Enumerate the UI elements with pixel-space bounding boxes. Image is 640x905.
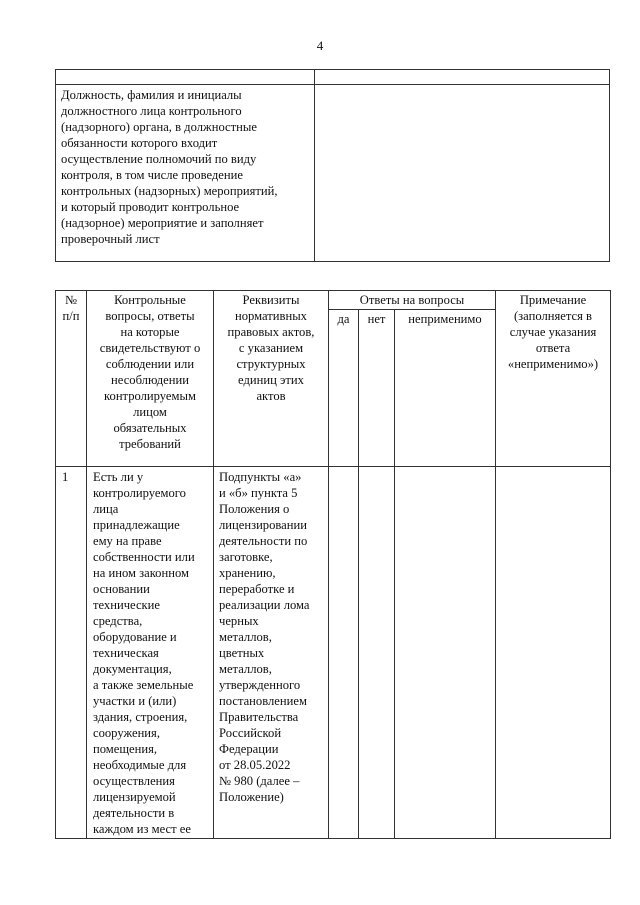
header-number: № п/п [56, 291, 87, 467]
row-note-cell[interactable] [496, 467, 611, 839]
info-table-top-left-cell [56, 70, 315, 85]
inspector-position-value[interactable] [315, 85, 610, 262]
header-answer-yes: да [329, 310, 359, 467]
header-note: Примечание (заполняется в случае указания ответа «неприменимо») [496, 291, 611, 467]
answer-no-cell[interactable] [359, 467, 395, 839]
questions-header-row [56, 291, 611, 310]
row-number: 1 [56, 467, 87, 839]
header-answers-group: Ответы на вопросы [329, 291, 496, 310]
inspector-position-label: Должность, фамилия и инициалы должностного лица контрольного (надзорного) органа, в должностные обязанности которого входит осуществление полномочий по виду контроля, в том числе проведение контрольных (надзорных) мероприятий, и который проводит контрольное (надзорное) мероприятие и заполняет проверочный лист [56, 85, 315, 262]
info-table-main-row [56, 85, 610, 262]
header-answer-na: неприменимо [395, 310, 496, 467]
header-requisites: Реквизиты нормативных правовых актов, с указанием структурных единиц этих актов [214, 291, 329, 467]
answer-na-cell[interactable] [395, 467, 496, 839]
info-table-top-row [56, 70, 610, 85]
info-table-top-right-cell [315, 70, 610, 85]
questions-table [55, 290, 611, 839]
row-requisites: Подпункты «а» и «б» пункта 5 Положения о лицензировании деятельности по заготовке, хранению, переработке и реализации лома черных металлов, цветных металлов, утвержденного постановлением Правительства Российской Федерации от 28.05.2022 № 980 (далее – Положение) [214, 467, 329, 839]
answer-yes-cell[interactable] [329, 467, 359, 839]
page-number: 4 [316, 38, 324, 53]
header-answer-no: нет [359, 310, 395, 467]
table-row [56, 467, 611, 839]
inspector-info-table [55, 69, 610, 262]
row-question: Есть ли у контролируемого лица принадлежащие ему на праве собственности или на ином законном основании технические средства, оборудование и техническая документация, а также земельные участки и (или) здания, строения, сооружения, помещения, необходимые для осуществления лицензируемой деятельности в каждом из мест ее [87, 467, 214, 839]
header-questions: Контрольные вопросы, ответы на которые свидетельствуют о соблюдении или несоблюдении контролируемым лицом обязательных требований [87, 291, 214, 467]
